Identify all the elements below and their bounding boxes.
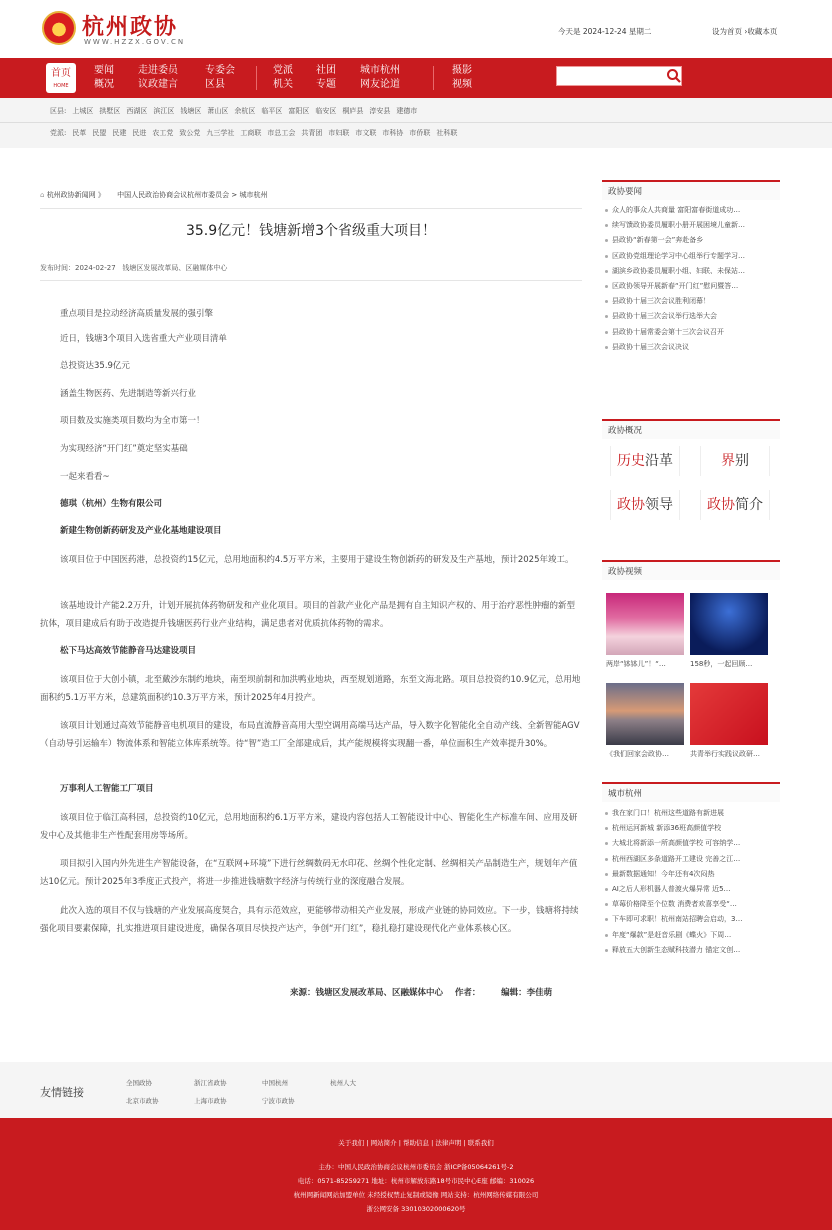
city-news-list: [602, 806, 780, 958]
news-item[interactable]: 区政协党组理论学习中心组举行专题学习…: [602, 249, 780, 264]
main-nav: [0, 58, 832, 98]
party-link[interactable]: 市文联: [355, 129, 377, 137]
search-input[interactable]: [556, 66, 682, 86]
friend-link[interactable]: 北京市政协: [126, 1097, 159, 1105]
news-item[interactable]: 湖滨乡政协委员履职小组、妇联、未保站…: [602, 264, 780, 279]
nav-item[interactable]: 视频: [452, 79, 472, 90]
nav-home[interactable]: 首页 HOME: [46, 63, 76, 93]
district-link[interactable]: 临平区: [261, 107, 283, 115]
sidebar-news: [602, 180, 780, 200]
party-link[interactable]: 社科联: [436, 129, 458, 137]
city-news-item[interactable]: 年度“爆款”是赶音乐剧《蝶火》下周…: [602, 928, 780, 943]
nav-item[interactable]: 走进委员: [138, 65, 178, 76]
district-link[interactable]: 淳安县: [369, 107, 391, 115]
nav-item[interactable]: 专题: [316, 79, 336, 90]
party-link[interactable]: 市侨联: [409, 129, 431, 137]
video-card[interactable]: 158秒，一起回顾…: [690, 593, 768, 669]
news-item[interactable]: 续写馈政协委员履职小册开展困境儿童新…: [602, 218, 780, 233]
paragraph: 总投资达35.9亿元: [60, 361, 130, 371]
paragraph: 该项目位于大创小镇，北至戴沙东制约地块，南至坝前制和加洪鸭业地块，西至规划道路，东至文海北路。项目总投资约10.9亿元，总用地面积约5.1万平方米，总建筑面积约10.3万平方米，预计2025年4月投产。: [40, 675, 581, 703]
home-icon: ⌂: [40, 191, 45, 199]
paragraph: 该基地设计产能2.2万升，计划开展抗体药物研发和产业化项目。项目的首款产业化产品是拥有自主知识产权的、用于治疗恶性肿瘤的新型抗体，项目建成后有助于改造提升钱塘医药行业产业结构，满足患者对优质抗体药物的需求。: [40, 601, 576, 629]
footer-sponsor: 主办：中国人民政治协商会议杭州市委员会 浙ICP备05064261号-2: [318, 1163, 514, 1171]
video-thumbnail: [606, 683, 684, 745]
nav-item[interactable]: 摄影: [452, 65, 472, 76]
set-home-link[interactable]: 设为首页: [712, 27, 742, 36]
cppcc-emblem-icon: [42, 11, 76, 45]
current-date: 今天是 2024-12-24 星期二: [558, 27, 652, 36]
news-item[interactable]: 县政协十届三次会议决议: [602, 340, 780, 355]
friend-links-title: 友情链接: [40, 1086, 84, 1099]
nav-item[interactable]: 社团: [316, 65, 336, 76]
paragraph: 一起来看看~: [60, 472, 110, 482]
party-link[interactable]: 农工党: [152, 129, 174, 137]
news-item[interactable]: 区政协领导开展新春“开门红”慰问暨答…: [602, 279, 780, 294]
friend-link[interactable]: 全国政协: [126, 1079, 152, 1087]
friend-link[interactable]: 中国杭州: [262, 1079, 288, 1087]
city-news-item[interactable]: 下车即可求职！杭州南站招聘会启动，3…: [602, 912, 780, 927]
project-heading: 万事利人工智能工厂项目: [60, 784, 154, 794]
city-news-item[interactable]: 大城北将新添一所高颜值学校 可容纳学…: [602, 836, 780, 851]
video-thumbnail: [690, 593, 768, 655]
paragraph: 此次入选的项目不仅与钱塘的产业发展高度契合，具有示范效应，更能够带动相关产业发展，形成产业链的协同效应。下一步，钱塘将持续强化项目要素保障，扎实推进项目建设进度，确保各项目尽快投产达产，争创“开门红”，稳扎稳打建设现代化产业体系核心区。: [40, 906, 579, 934]
sidebar-overview: [602, 419, 780, 439]
party-link[interactable]: 市妇联: [328, 129, 350, 137]
nav-group-2: [138, 64, 178, 92]
friend-links: [0, 1062, 832, 1118]
district-link[interactable]: 萧山区: [207, 107, 229, 115]
overview-intro-button[interactable]: 政协简介: [700, 490, 770, 520]
video-card[interactable]: 两岸“钵钵儿”！“…: [606, 593, 684, 669]
party-link[interactable]: 共青团: [301, 129, 323, 137]
nav-group-6: [360, 64, 400, 92]
city-news-item[interactable]: AI之后人形机器人普渡火爆异常 近5…: [602, 882, 780, 897]
party-link[interactable]: 民革: [72, 129, 87, 137]
news-item[interactable]: 众人的事众人共商量 富阳富春街道成功…: [602, 203, 780, 218]
top-links: 设为首页 ›收藏本页: [712, 27, 778, 36]
friend-link[interactable]: 浙江省政协: [194, 1079, 227, 1087]
breadcrumb-item[interactable]: 中国人民政治协商会议杭州市委员会: [117, 191, 230, 199]
news-item[interactable]: 县政协十届常委会第十三次会议召开: [602, 325, 780, 340]
nav-item[interactable]: 机关: [273, 79, 293, 90]
party-link[interactable]: 工商联: [240, 129, 262, 137]
article-source: 来源：钱塘区发展改革局、区融媒体中心 作者： 编辑：李佳萌: [290, 988, 553, 998]
news-list: [602, 203, 780, 355]
paragraph: 为实现经济“开门红”奠定坚实基础: [60, 444, 188, 454]
footer-notice: 杭州网新闻网站加盟单位 未经授权禁止复制或镜像 网站支持：杭州网络传媒有限公司: [293, 1191, 539, 1199]
footer-link[interactable]: 关于我们: [338, 1139, 365, 1147]
party-link[interactable]: 民进: [132, 129, 147, 137]
party-link[interactable]: 市科协: [382, 129, 404, 137]
nav-group-4: [273, 64, 293, 92]
nav-group-7: [452, 64, 472, 92]
friend-link[interactable]: 宁波市政协: [262, 1097, 295, 1105]
nav-group-3: [205, 64, 235, 92]
city-news-item[interactable]: 我在家门口！杭州这些道路有新进展: [602, 806, 780, 821]
nav-item[interactable]: 要闻: [94, 65, 114, 76]
sidebar-heading: 政协概况: [602, 419, 780, 439]
party-link[interactable]: 九三学社: [206, 129, 235, 137]
paragraph: 近日，钱塘3个项目入选省重大产业项目清单: [60, 334, 227, 344]
paragraph: 项目数及实施类项目数均为全市第一！: [60, 416, 205, 426]
news-item[interactable]: 县政协“新春第一会”奔赴备乡: [602, 233, 780, 248]
party-link[interactable]: 民建: [112, 129, 127, 137]
divider: [40, 280, 582, 281]
divider: [40, 208, 582, 209]
district-link[interactable]: 拱墅区: [99, 107, 121, 115]
sidebar-video: [602, 560, 780, 580]
party-link[interactable]: 民盟: [92, 129, 107, 137]
footer-icp: 浙公网安备 33010302000620号: [366, 1205, 466, 1213]
nav-item[interactable]: 区县: [205, 79, 225, 90]
sub-nav: [0, 98, 832, 148]
breadcrumb-item[interactable]: 城市杭州: [239, 191, 268, 199]
district-link[interactable]: 临安区: [315, 107, 337, 115]
nav-divider: [256, 66, 257, 90]
site-footer: [0, 1118, 832, 1230]
district-link[interactable]: 建德市: [396, 107, 418, 115]
nav-item[interactable]: 城市杭州: [360, 65, 400, 76]
article-meta: 发布时间：2024-02-27 钱塘区发展改革局、区融媒体中心: [40, 264, 228, 272]
divider: [0, 122, 832, 123]
site-header: [0, 0, 832, 58]
logo-text: 杭州政协: [82, 14, 179, 40]
company-heading: 德琪（杭州）生物有限公司: [60, 499, 163, 509]
party-row: 党派: 民革 民盟 民建 民进 农工党 致公党 九三学社 工商联 市总工会 共青团 市妇联 市文联 市科协 市侨联 社科联: [50, 129, 458, 137]
friend-link[interactable]: 杭州人大: [330, 1079, 356, 1087]
article-title: 35.9亿元！钱塘新增3个省级重大项目！: [185, 223, 437, 239]
sidebar-heading: 城市杭州: [602, 782, 780, 802]
news-item[interactable]: 县政协十届三次会议举行选举大会: [602, 309, 780, 324]
video-card[interactable]: 共青举行实践议政研…: [690, 683, 768, 759]
overview-sectors-button[interactable]: 界别: [700, 446, 770, 476]
paragraph: 该项目计划通过高效节能静音电机项目的建设，布局直流静音高用大型空调用高端马达产品，导入数字化智能化全自动产线、全新智能AGV（自动导引运输车）物流体系和智能立体库系统等。待“智”造工厂全部建成后，其产能规模将实现翻一番，单位面积生产效率提升30%。: [40, 721, 580, 749]
overview-leaders-button[interactable]: 政协领导: [610, 490, 680, 520]
city-news-item[interactable]: 最新数据通知！今年还有4次闷热: [602, 867, 780, 882]
sidebar-city: [602, 782, 780, 802]
footer-contact: 电话：0571-85259271 地址：杭州市解放东路18号市民中心E座 邮编：310026: [297, 1177, 535, 1185]
footer-link[interactable]: 帮助信息: [403, 1139, 429, 1147]
nav-item[interactable]: 党派: [273, 65, 293, 76]
sidebar-heading: 政协视频: [602, 560, 780, 580]
footer-link[interactable]: 法律声明: [435, 1139, 462, 1147]
nav-item[interactable]: 网友论道: [360, 79, 400, 90]
logo-url: WWW.HZZX.GOV.CN: [84, 38, 186, 46]
footer-nav: 关于我们 | 网站简介 | 帮助信息 | 法律声明 | 联系我们: [338, 1139, 494, 1147]
footer-link[interactable]: 联系我们: [467, 1139, 494, 1147]
district-link[interactable]: 西湖区: [126, 107, 148, 115]
paragraph: 项目拟引入国内外先进生产智能设备，在“互联网+环境”下进行丝绸数码无水印花、丝绸个性化定制、丝绸相关产品制造生产，规划年产值达10亿元。预计2025年3季度正式投产，将进一步推进钱塘数字经济与传统行业的深度融合发展。: [40, 859, 578, 887]
nav-divider: [433, 66, 434, 90]
district-link[interactable]: 余杭区: [234, 107, 256, 115]
sidebar-heading: 政协要闻: [602, 180, 780, 200]
site-logo[interactable]: [42, 10, 202, 50]
city-news-item[interactable]: 释放五大创新生态赋科技潜力 锚定文创…: [602, 943, 780, 958]
video-thumbnail: [690, 683, 768, 745]
nav-item[interactable]: 议政建言: [138, 79, 178, 90]
nav-item[interactable]: 概况: [94, 79, 114, 90]
overview-history-button[interactable]: 历史沿革: [610, 446, 680, 476]
paragraph: 该项目位于中国医药港，总投资约15亿元，总用地面积约4.5万平方米，主要用于建设生物创新药的研发及生产基地，预计2025年竣工。: [60, 555, 574, 565]
city-news-item[interactable]: 杭州西湖区多条道路开工建设 完善之江…: [602, 852, 780, 867]
nav-item[interactable]: 专委会: [205, 65, 235, 76]
video-thumbnail: [606, 593, 684, 655]
district-link[interactable]: 富阳区: [288, 107, 310, 115]
paragraph: 该项目位于临江高科园，总投资约10亿元，总用地面积约6.1万平方米，建设内容包括人工智能设计中心、智能化生产标准车间、应用及研发中心及其他非生产性配套用房等场所。: [40, 813, 578, 841]
project-heading: 新建生物创新药研发及产业化基地建设项目: [60, 526, 222, 536]
project-heading: 松下马达高效节能静音马达建设项目: [60, 646, 197, 656]
nav-group-1: [94, 64, 114, 92]
party-link[interactable]: 市总工会: [267, 129, 296, 137]
footer-link[interactable]: 网站简介: [370, 1139, 397, 1147]
district-row: 区县: 上城区 拱墅区 西湖区 滨江区 钱塘区 萧山区 余杭区 临平区 富阳区 临安区 桐庐县 淳安县 建德市: [50, 107, 418, 115]
city-news-item[interactable]: 草莓价格降至个位数 消费者欢喜享受“…: [602, 897, 780, 912]
video-card[interactable]: 《我们回家会政协…: [606, 683, 684, 759]
breadcrumb: ⌂ 杭州政协新闻网 》 中国人民政治协商会议杭州市委员会 > 城市杭州: [40, 191, 268, 199]
district-link[interactable]: 上城区: [72, 107, 94, 115]
bookmark-link[interactable]: 收藏本页: [747, 27, 778, 36]
district-link[interactable]: 滨江区: [153, 107, 175, 115]
party-link[interactable]: 致公党: [179, 129, 201, 137]
paragraph: 重点项目是拉动经济高质量发展的强引擎: [60, 309, 214, 319]
news-item[interactable]: 县政协十届三次会议胜利闭幕！: [602, 294, 780, 309]
friend-link[interactable]: 上海市政协: [194, 1097, 227, 1105]
city-news-item[interactable]: 杭州运河新城 新添36班高颜值学校: [602, 821, 780, 836]
nav-group-5: [316, 64, 336, 92]
district-link[interactable]: 桐庐县: [342, 107, 364, 115]
district-link[interactable]: 钱塘区: [180, 107, 202, 115]
paragraph: 涵盖生物医药、先进制造等新兴行业: [60, 389, 197, 399]
search-icon[interactable]: [666, 68, 682, 84]
breadcrumb-item[interactable]: 杭州政协新闻网: [46, 191, 96, 199]
